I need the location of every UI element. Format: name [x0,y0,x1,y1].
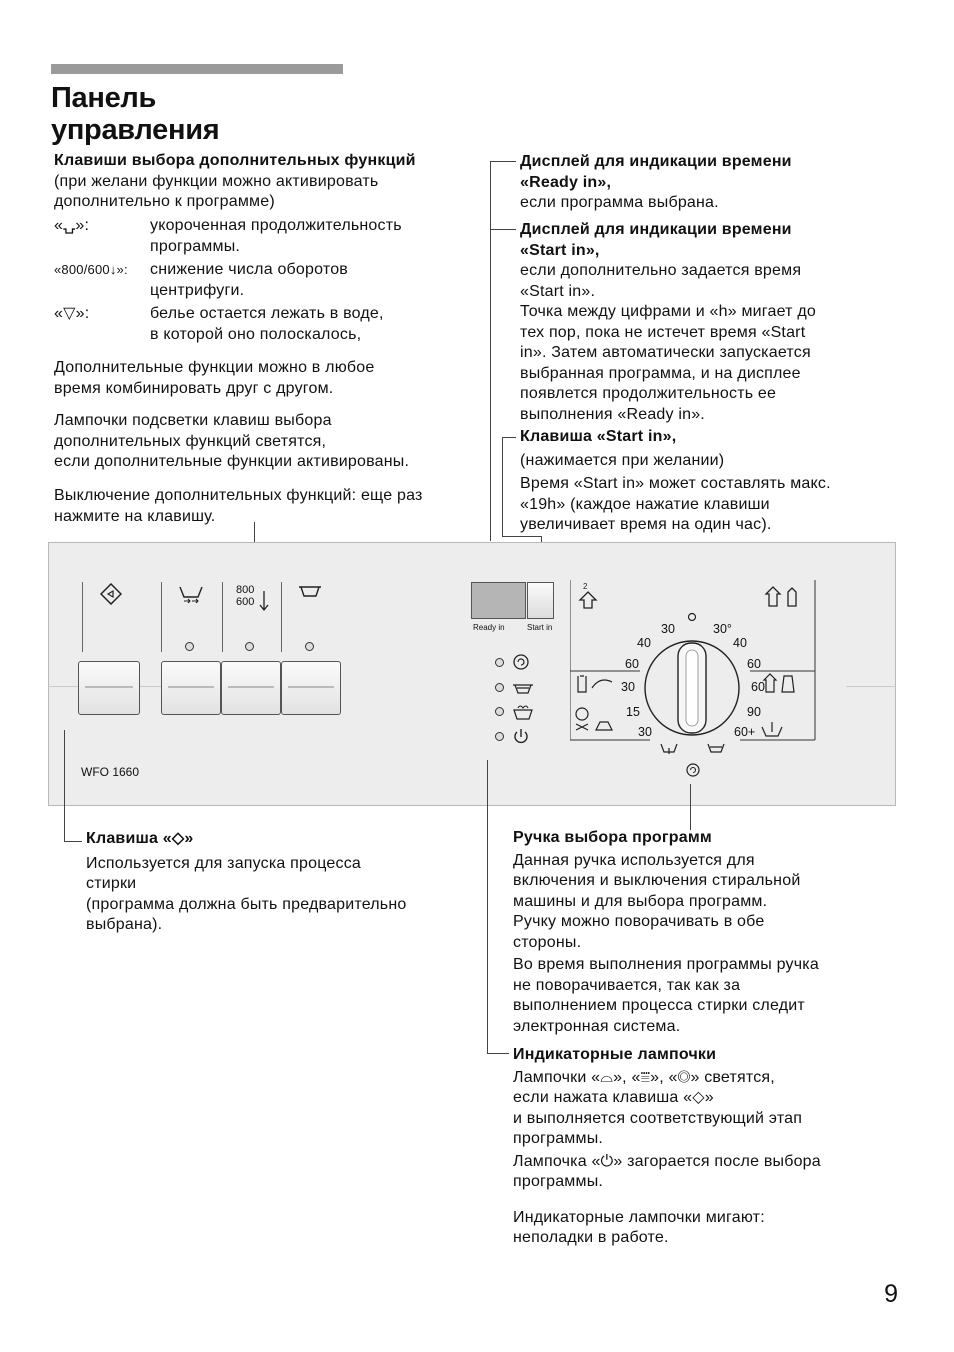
ready-heading-2: «Ready in», [520,173,612,191]
rinse-hold-line-2: в которой оно полоскалось, [150,325,362,343]
rinse-hold-line-1: белье остается лежать в воде, [150,305,384,322]
extra-functions-heading: Клавиши выбора дополнительных функций [54,152,416,169]
indicators-blink-2: неполадки в работе. [513,1229,669,1246]
leader-ready-h [490,161,516,162]
indicators-blink-1: Индикаторные лампочки мигают: [513,1208,765,1226]
extra-functions-intro-1: (при желани функции можно активировать [54,172,379,190]
indicator-icons [512,653,534,752]
combine-paragraph [54,358,374,399]
lamps-line-2: дополнительных функций светятся, [54,432,327,450]
model-label: WFO 1660 [81,765,140,779]
start-heading-2: «Start in», [520,241,600,259]
start-in-label: Start in [527,623,553,632]
arrow-down-icon [259,590,269,617]
indicators-text-4: программы. [513,1130,604,1147]
dial-section [513,828,913,1037]
function-symbol-short [54,216,144,237]
key-text-3: «19h» (каждое нажатие клавиши [520,495,770,513]
function-desc-rinse-hold [150,304,384,345]
ready-text: если программа выбрана. [520,194,719,211]
start-text-6: выбранная программа, и на дисплее [520,364,801,382]
divider-4 [281,582,282,652]
short-wash-button[interactable] [161,661,221,715]
dial-bottom-icons [660,740,730,785]
leader-key-bottom [502,536,542,537]
panel-line-left [48,686,78,687]
program-dial-area [570,580,816,742]
dial-text-2: включения и выключения стиральной [513,872,801,889]
wash-phase-led [495,707,504,716]
spin-reduce-line-1: снижение числа оборотов [150,261,348,278]
extra-functions-intro-2: дополнительно к программе) [54,193,275,210]
function-symbol-spin [54,260,144,281]
key-text-1: (нажимается при желании) [520,451,725,469]
start-button[interactable] [78,661,140,715]
spin-phase-led [495,658,504,667]
start-text-5: in». Затем автоматически запускается [520,344,811,361]
rinse-phase-led [495,683,504,692]
spin-800: 800 [236,584,255,596]
dial-text-4: Ручку можно поворачивать в обе [513,913,765,930]
page-title [51,82,219,146]
dial-text-5: стороны. [513,933,582,951]
ready-in-display [471,582,526,619]
start-in-button[interactable] [527,582,554,619]
ready-in-section [520,152,900,214]
dial-num-15: 15 [626,705,640,719]
rinse-tub-icon [513,685,533,693]
dial-num-90: 90 [747,705,761,719]
off-line-1: Выключение дополнительных функций: еще раз [54,487,423,504]
wool-icons [576,708,612,730]
short-wash-symbol: «⍽»: [54,217,90,234]
function-desc-short [150,216,402,257]
dial-num-30-mid: 30 [621,680,635,694]
lamps-line-3: если дополнительные функции активированы. [54,453,410,470]
dial-off-mark [689,614,696,621]
short-wash-icon [178,585,204,610]
start-text-1: если дополнительно задается время [520,262,802,279]
dial-num-40-left: 40 [637,636,651,650]
start-key-text-1: Используется для запуска процесса [86,854,362,872]
dial-num-60-left: 60 [625,657,639,671]
key-heading: Клавиша «Start in», [520,428,677,445]
leader-ready-vertical [490,161,491,541]
svg-text:2: 2 [583,582,588,591]
dial-num-30deg: 30° [713,622,732,636]
extra-functions-section [54,151,486,213]
start-key-text-4: выбрана). [86,916,163,933]
panel-line-right [846,686,896,687]
spin-600: 600 [236,596,255,608]
rinse-hold-led [305,642,314,651]
easy-care-icons [766,587,796,606]
intensive-icon [762,722,782,736]
leader-start-key-h [64,841,82,842]
dial-text-1: Данная ручка используется для [513,851,755,869]
short-wash-line-2: программы. [150,237,241,255]
header-bar [51,64,343,74]
start-key-section [86,829,476,936]
indicators-section [513,1045,913,1249]
power-icon [515,729,527,742]
dial-text-9: электронная система. [513,1017,681,1035]
dial-text-8: выполнением процесса стирки следит [513,997,805,1014]
indicators-heading: Индикаторные лампочки [513,1046,717,1063]
start-in-key-section [520,427,900,536]
cotton-shirt-icon [580,582,596,608]
leader-dial [690,784,691,830]
start-key-text-2: стирки [86,875,137,892]
title-line-1: Панель [51,82,157,114]
wash-tub-icon [514,706,532,719]
divider-2 [161,582,162,652]
spin-speed-label [236,584,254,608]
indicators-text-2: если нажата клавиша «◇» [513,1089,714,1106]
short-wash-led [185,642,194,651]
start-text-4: тех пор, пока не истечет время «Start [520,323,806,341]
ready-heading-1: Дисплей для индикации времени [520,153,792,170]
leader-key-h [502,437,516,438]
spin-led [245,642,254,651]
dial-num-30-left: 30 [661,622,675,636]
dial-text-3: машины и для выбора программ. [513,892,768,910]
spin-spiral-icon [514,655,528,669]
leader-start-key [64,730,65,842]
ready-in-label: Ready in [473,623,505,632]
dial-heading: Ручка выбора программ [513,829,712,846]
divider-1 [82,582,83,652]
function-symbol-rinse-hold [54,304,144,325]
key-text-4: увеличивает время на один час). [520,516,772,533]
spin-reduce-line-2: центрифуги. [150,281,245,299]
dial-num-40-right: 40 [733,636,747,650]
title-line-2: управления [51,114,220,146]
start-text-3: Точка между цифрами и «h» мигает до [520,303,816,320]
off-line-2: нажмите на клавишу. [54,507,216,525]
function-desc-spin [150,260,348,301]
off-paragraph [54,486,423,527]
key-text-2: Время «Start in» может составлять макс. [520,475,831,492]
power-led [495,732,504,741]
rinse-hold-button[interactable] [281,661,341,715]
start-key-text-3: (программа должна быть предварительно [86,895,407,913]
rinse-hold-icon [298,585,322,604]
indicators-text-1: Лампочки «⌓», «⩸», «◎» светятся, [513,1068,775,1086]
start-text-8: выполнения «Ready in». [520,405,705,423]
dial-num-60-right: 60 [747,657,761,671]
indicators-text-3: и выполняется соответствующий этап [513,1109,803,1127]
short-wash-line-1: укороченная продолжительность [150,217,402,234]
start-heading-1: Дисплей для индикации времени [520,221,792,238]
leader-indicators-h [487,1053,509,1054]
dial-num-60plus: 60+ [734,725,756,739]
start-key-heading: Клавиша «◇» [86,830,194,847]
leader-indicators [487,760,488,1053]
dial-num-60-mid: 60 [751,680,765,694]
dial-num-30-bottom: 30 [638,725,652,739]
start-text-2: «Start in». [520,282,596,300]
indicators-text-5: Лампочка «⏻» загорается после выбора [513,1152,821,1170]
lamps-line-1: Лампочки подсветки клавиш выбора [54,412,332,429]
start-in-display-section [520,220,900,425]
indicators-text-6: программы. [513,1173,604,1190]
combine-line-2: время комбинировать друг с другом. [54,379,334,397]
page-number: 9 [884,1280,898,1308]
combine-line-1: Дополнительные функции можно в любое [54,359,375,376]
spin-reduce-symbol: «800/600↓»: [54,262,128,277]
start-text-7: появлется продолжительность ее [520,385,777,402]
lamps-paragraph [54,411,409,473]
spin-reduce-button[interactable] [221,661,281,715]
leader-start-h [490,229,516,230]
dial-text-7: не поворачивается, так как за [513,976,741,994]
dial-text-6: Во время выполнения программы ручка [513,956,819,973]
panel-line-a [140,686,161,687]
rinse-hold-symbol: «▽»: [54,305,90,322]
leader-key-vertical [502,437,503,537]
start-diamond-icon [100,583,122,610]
divider-3 [222,582,223,652]
